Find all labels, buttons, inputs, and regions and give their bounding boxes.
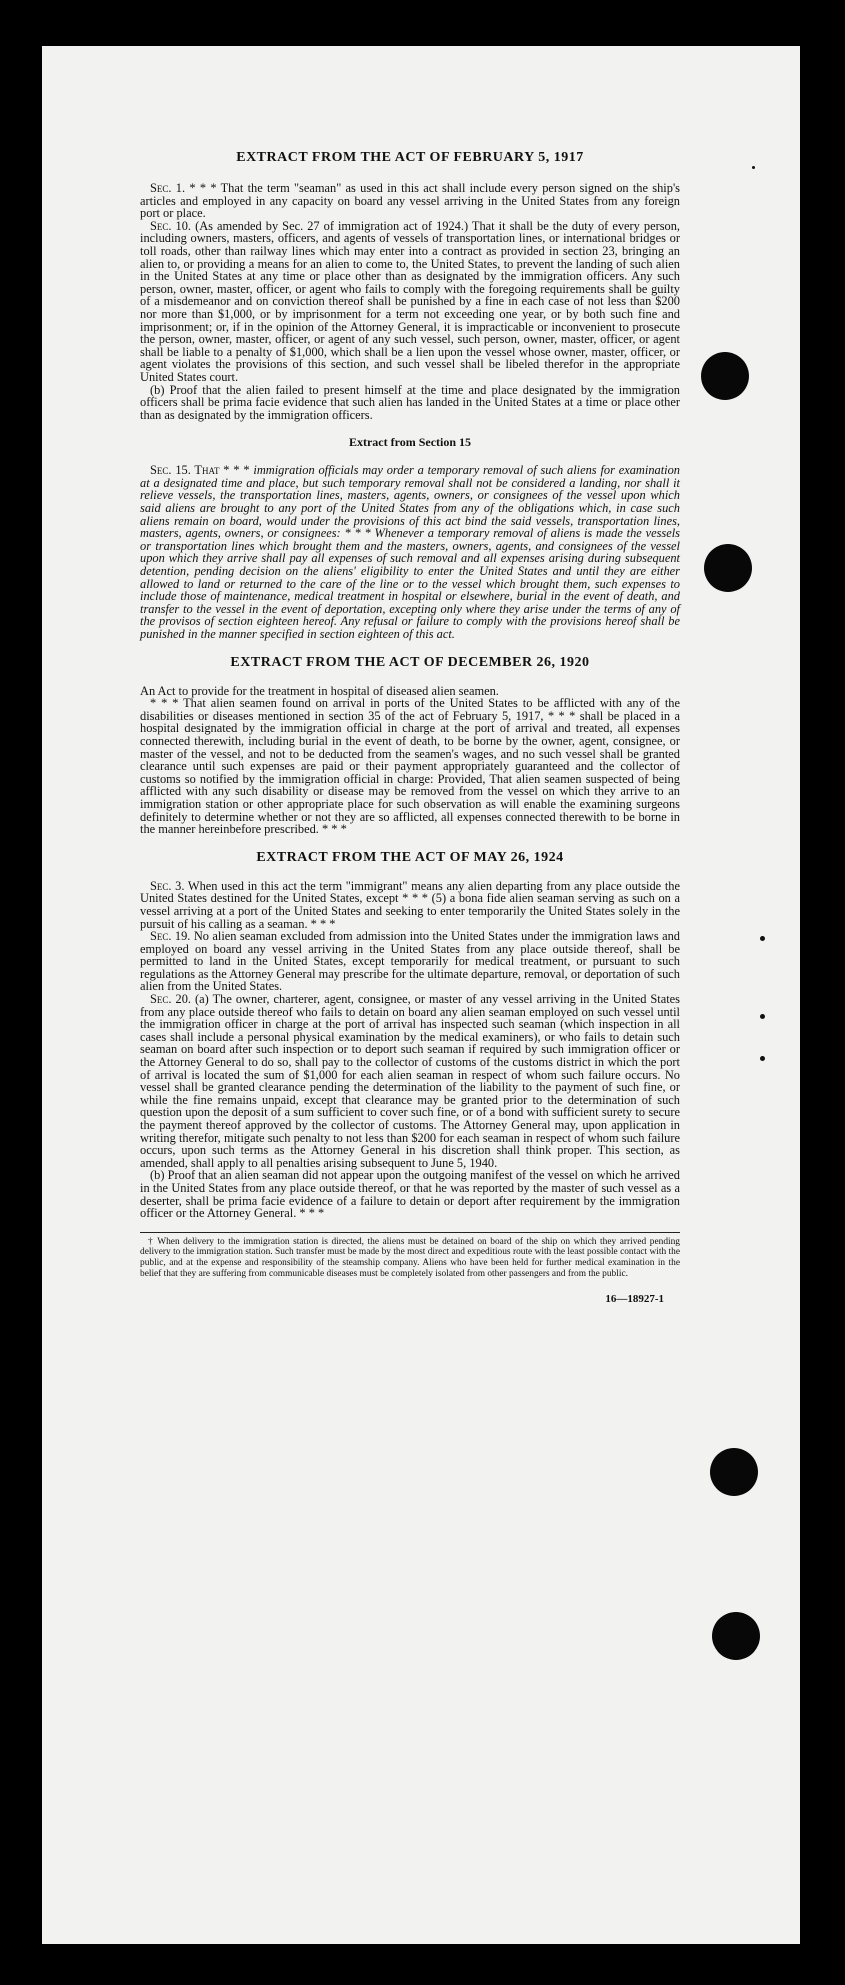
section-label: Sec. 1. [150, 181, 186, 195]
speck [752, 166, 755, 169]
heading-act-dec-1920: EXTRACT FROM THE ACT OF DECEMBER 26, 1920 [230, 654, 590, 670]
paragraph-sec-3 [140, 880, 680, 930]
paragraph-text: immigration officials may order a temporary removal of such aliens for examination at a designated time and place, but such temporary removal shall not be considered a landing, nor shall it relieve vessels, the transportation lines, masters, agents, owners, or consignees of the vessel upon which said aliens are brought to any port of the United States from any of the obligations which, in case such aliens remain on board, would under the provisions of this act bind the said vessels, transportation lines, masters, agents, owners, or consignees: * * * Whenever a temporary removal of aliens is made the vessels or transportation lines which brought them and the masters, owners, agents, and consignees of the vessel upon which they arrive shall pay all expenses of such removal and all expenses arising during subsequent detention, pending decision on the aliens' eligibility to enter the United States and until they are either allowed to land or returned to the care of the line or to the vessel which brought them, such expenses to include those of maintenance, medical treatment in hospital or elsewhere, burial in the event of death, and transfer to the vessel in the event of deportation, excepting only where they arise under the terms of any of the provisos of section eighteen hereof. Any refusal or failure to comply with the provisions hereof shall be punished in the manner specified in section eighteen of this act. [140, 463, 680, 641]
section-label: Sec. 20. [150, 992, 191, 1007]
paragraph-sec-19 [140, 930, 680, 993]
punch-hole-3 [710, 1448, 758, 1496]
section-label: Sec. 3. [150, 878, 185, 893]
punch-hole-2 [704, 544, 752, 592]
paragraph-sec-20 [140, 993, 680, 1169]
heading-act-feb-1917: EXTRACT FROM THE ACT OF FEBRUARY 5, 1917 [236, 150, 584, 165]
heading-section-15: Extract from Section 15 [348, 435, 472, 450]
paragraph-text: No alien seaman excluded from admission into the United States under the immigration laws and employed on board any vessel arriving in the United States from any place outside thereof, shall be permitted to land in the United States, except temporarily for medical treatment, or pursuant to such regulations as the Attorney General may prescribe for the ultimate departure, removal, or deportation of such alien from the United States. [140, 929, 681, 994]
section-label: Sec. 15. That * * * [150, 463, 250, 478]
paragraph-text: (a) The owner, charterer, agent, consignee, or master of any vessel arriving in the United States from any place outside thereof who fails to detain on board any alien seaman employed on such vessel until the immigration officer in charge at the port of arrival has inspected such seaman (which inspection in all cases shall include a personal physical examination by the medical examiners), or who fails to detain such seaman on board after such inspection or to deport such seaman if required by such immigration officer or the Attorney General to do so, shall pay to the collector of customs of the customs district in which the port of arrival is located the sum of $1,000 for each alien seaman in respect of whom such failure occurs. No vessel shall be granted clearance pending the determination of the liability to the payment of such fine, or while the fine remains unpaid, except that clearance may be granted prior to the determination of such question upon the deposit of a sum sufficient to cover such fine, or of a bond with sufficient surety to secure the payment thereof approved by the collector of customs. The Attorney General may, upon application in writing therefor, mitigate such penalty to not less than $200 for each seaman in respect of whom such failure occurs, upon such terms as the Attorney General in his discretion shall think proper. This section, as amended, shall apply to all penalties arising subsequent to June 5, 1940. [140, 992, 681, 1170]
speck [760, 1056, 765, 1061]
paragraph-text: When used in this act the term "immigrant" means any alien departing from any place outside the United States destined for the United States, except * * * (5) a bona fide alien seaman serving as such on a vessel arriving at a port of the United States and seeking to enter temporarily the United States solely in the pursuit of his calling as a seaman. * * * [140, 878, 680, 931]
document-page [42, 46, 800, 1944]
form-code: 16—18927-1 [605, 1293, 664, 1306]
speck [760, 1014, 765, 1019]
paragraph-text: * * * That the term "seaman" as used in this act shall include every person signed on the ship's articles and employed in any capacity on board any vessel arriving in the United States from any foreign port or place. [140, 181, 680, 221]
section-15-block [140, 464, 680, 640]
speck [760, 936, 765, 941]
heading-act-may-1924: EXTRACT FROM THE ACT OF MAY 26, 1924 [256, 849, 564, 865]
paragraph-hospital-treatment: * * * That alien seamen found on arrival in ports of the United States to be afflicted with any of the disabilities or diseases mentioned in section 35 of the act of February 5, 1917, * * * shall be placed in a hospital designated by the immigration official in charge at the port of arrival and treated, all expenses connected therewith, including burial in the event of death, to be borne by the owner, agent, consignee, or master of the vessel, and not to be deducted from the seamen's wages, and no such vessel shall be granted clearance until such expenses are paid or their payment appropriately guaranteed and the collector of customs so notified by the immigration official in charge: Provided, That alien seamen suspected of being afflicted with any such disability or disease may be removed from the vessel on which they arrive to an immigration station or other appropriate place for such observation as will enable the examining surgeons definitely to determine whether or not they are so afflicted, all expenses connected therewith to be borne in the manner hereinbefore prescribed. * * * [140, 696, 680, 837]
punch-hole-1 [701, 352, 749, 400]
paragraph-sec-10 [140, 220, 680, 384]
paragraph-text: (As amended by Sec. 27 of immigration act of 1924.) That it shall be the duty of every person, including owners, masters, officers, and agents of vessels of transportation lines, or international bridges or toll roads, other than railway lines which may enter into a contract as provided in section 23, bringing an alien to, or providing a means for an alien to come to, the United States, to prevent the landing of such alien in the United States at any time or place other than as designated by the immigration officers. Any such person, owner, master, officer, or agent who fails to comply with the foregoing requirements shall be guilty of a misdemeanor and on conviction thereof shall be punished by a fine in each case of not less than $200 nor more than $1,000, or by imprisonment for a term not exceeding one year, or by both such fine and imprisonment; or, if in the opinion of the Attorney General, it is impracticable or inconvenient to prosecute the person, owner, master, officer, or agent of any such vessel, such person, owner, master, officer, or agent shall be liable to a penalty of $1,000, which shall be a lien upon the vessel whose owner, master, officer, or agent violates the provisions of this section, and such vessel shall be libeled therefor in the appropriate United States court. [140, 218, 681, 384]
footnote-text: † When delivery to the immigration station is directed, the aliens must be detained on board of the ship on which they arrived pending delivery to the immigration station. Such transfer must be made by the most direct and expeditious route with the least possible contact with the public, and at the expense and responsibility of the steamship company. Aliens who have been held for further medical examination in the belief that they are suffering from communicable diseases must be completely isolated from other passengers and from the public. [140, 1236, 680, 1279]
paragraph-sec-20-b: (b) Proof that an alien seaman did not appear upon the outgoing manifest of the vessel on which he arrived in the United States from any place outside thereof, or that he was reported by the master of such vessel as a deserter, shall be prima facie evidence of a failure to detain or deport after requirement by the immigration officer or the Attorney General. * * * [140, 1168, 680, 1221]
paragraph-sec-15 [140, 464, 680, 640]
punch-hole-4 [712, 1612, 760, 1660]
document-body [140, 150, 680, 1305]
section-label: Sec. 19. [150, 929, 191, 944]
paragraph-act-title: An Act to provide for the treatment in hospital of diseased alien seamen. [140, 683, 499, 698]
paragraph-sec-1 [140, 182, 680, 220]
section-label: Sec. 10. [150, 218, 192, 233]
paragraph-sec-10-b: (b) Proof that the alien failed to present himself at the time and place designated by the immigration officers shall be prima facie evidence that such alien has landed in the United States at a time or place other than as designated by the immigration officers. [140, 382, 680, 422]
footnote [140, 1232, 680, 1279]
